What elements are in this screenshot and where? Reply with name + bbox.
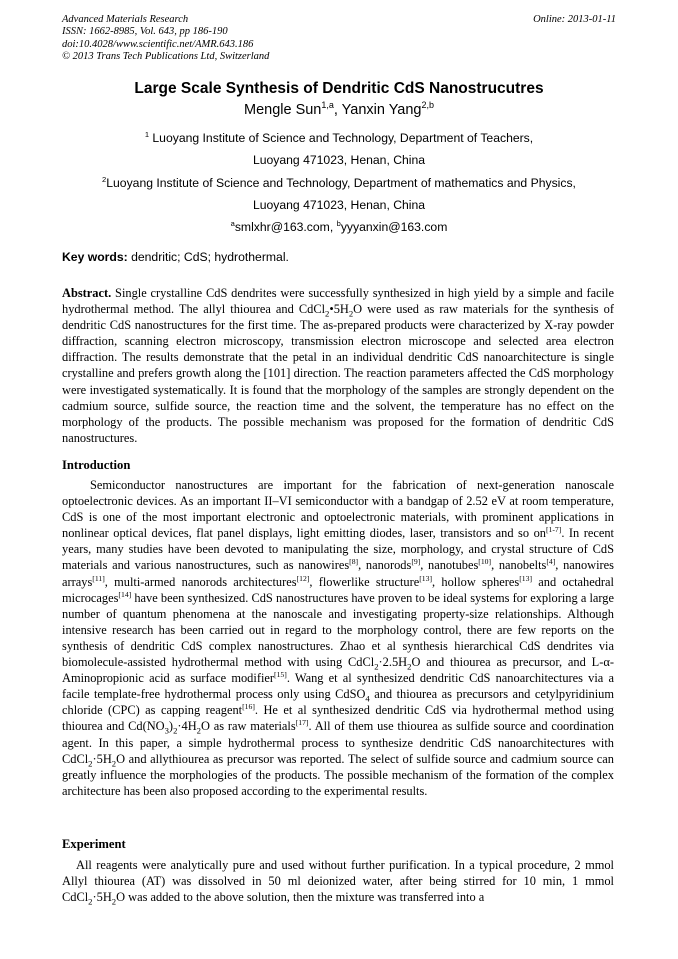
- affiliation-1: [0, 127, 678, 149]
- affiliation-1-address: Luoyang 471023, Henan, China: [252, 153, 426, 168]
- subscript: 2: [88, 896, 93, 907]
- email-mark: a: [230, 219, 235, 229]
- citation: [13]: [519, 573, 533, 583]
- author-affiliation-mark: 1,a: [321, 100, 334, 111]
- subscript: 2: [173, 725, 178, 736]
- copyright-line: © 2013 Trans Tech Publications Ltd, Switzerland: [62, 50, 270, 62]
- citation: [17]: [295, 718, 309, 728]
- subscript: 2: [88, 758, 93, 769]
- affiliation-mark: 2: [102, 174, 107, 184]
- text-run: O was added to the above solution, then the mixture was transferred into a: [116, 890, 485, 905]
- abstract: [62, 285, 614, 446]
- text-run: , multi-armed nanorods architectures: [104, 574, 297, 589]
- author-line: [0, 102, 678, 118]
- text-run: Semiconductor nanostructures are important for the fabrication of next-generation nanoscale optoelectronic devices. As an important II–VI semiconductor with a bandgap of 2.52 eV at room temperature, CdS is one of the most important electronic and optoelectronic materials, with prominent applications in nonlinear optical devices, flat panel displays, light emitting diodes, laser, transistors and so on: [62, 478, 614, 541]
- subscript: 3: [164, 725, 169, 736]
- keywords: [62, 250, 289, 264]
- subscript: 2: [111, 758, 117, 769]
- doi-line: doi:10.4028/www.scientific.net/AMR.643.186: [62, 38, 254, 50]
- text-run: have been synthesized. CdS nanostructures have proven to be ideal systems for exploring a large number of quantum phenomena at the nanoscale and investigating property-size relationships. Although intensive research has been carried out in regard to the morphology control, there are few reports on the synthesis of dendritic CdS complex nanostructures. Zhao et al synthesis hierarchical CdS dendrites via biomolecule-assisted hydrothermal method with using CdCl: [62, 590, 614, 670]
- section-heading-introduction: Introduction: [62, 458, 131, 472]
- text-run: . All of them use thiourea as sulfide source and coordination agent. In this paper, a simple hydrothermal process to synthesize dendritic CdS nanoarchitectures with CdCl: [62, 719, 614, 766]
- paper-title: Large Scale Synthesis of Dendritic CdS Nanostrucutres: [134, 80, 544, 97]
- journal-name: Advanced Materials Research: [62, 14, 189, 25]
- affiliation-mark: 1: [144, 129, 150, 139]
- subscript: 2: [407, 661, 412, 672]
- citation: [16]: [242, 702, 255, 712]
- introduction-paragraph: [62, 477, 614, 799]
- citation: [10]: [478, 557, 492, 567]
- text-run: ): [168, 719, 174, 734]
- author-name: Mengle Sun: [243, 102, 322, 118]
- subscript: 2: [325, 308, 330, 319]
- experiment-paragraph: [62, 857, 614, 905]
- text-run: ·5H: [92, 890, 112, 905]
- text-run: , hollow spheres: [432, 574, 520, 589]
- citation: [12]: [296, 573, 310, 583]
- text-run: O as raw materials: [201, 719, 296, 734]
- email-line: [0, 216, 678, 238]
- keywords-label: Key words:: [62, 250, 128, 264]
- citation: [9]: [411, 557, 421, 567]
- text-run: , nanobelts: [491, 558, 547, 573]
- subscript: 2: [196, 725, 201, 736]
- text-run: and thiourea as precursors and cetylpyridinium chloride (CPC) as capping reagent: [62, 687, 614, 718]
- affiliation-text: Luoyang Institute of Science and Technology, Department of Teachers,: [149, 131, 534, 145]
- section-heading-experiment: Experiment: [62, 837, 126, 851]
- author-separator: ,: [333, 102, 342, 118]
- text-run: . Wang et al synthesized dendritic CdS nanoarchitectures via a facile template-free hydrothermal process only using CdSO: [62, 671, 614, 702]
- text-run: , nanotubes: [420, 558, 479, 573]
- subscript: 4: [365, 693, 370, 704]
- citation: [13]: [419, 573, 433, 583]
- text-run: , nanowires arrays: [62, 558, 614, 589]
- text-run: Single crystalline CdS dendrites were successfully synthesized in high yield by a simple and facile hydrothermal method. The allyl thiourea and CdCl: [62, 286, 614, 317]
- email-address: yyyanxin@163.com: [340, 220, 448, 235]
- issn-line: ISSN: 1662-8985, Vol. 643, pp 186-190: [62, 26, 228, 38]
- text-run: •5H: [329, 302, 349, 317]
- text-run: O and allythiourea as precursor was reported. The select of sulfide source and cadmium source can greatly influence the morphologies of the products. The possible mechanism of the formation of the complex architecture has been also proposed according to the experimental results.: [62, 751, 614, 798]
- citation: [8]: [349, 557, 359, 567]
- affiliation-2-address: Luoyang 471023, Henan, China: [252, 197, 426, 212]
- text-run: O and thiourea as precursor, and L-α-Aminopropionic acid as surface modifier: [62, 655, 614, 686]
- journal-header: [62, 14, 269, 63]
- subscript: 2: [348, 308, 354, 319]
- citation: [11]: [92, 573, 105, 583]
- abstract-label: Abstract.: [62, 286, 112, 300]
- text-run: ·4H: [177, 719, 197, 734]
- affiliation-text: Luoyang Institute of Science and Technology, Department of mathematics and Physics,: [106, 175, 576, 190]
- author-affiliation-mark: 2,b: [421, 100, 434, 111]
- affiliation-2: [0, 172, 678, 194]
- text-run: and octahedral microcages: [62, 574, 614, 605]
- subscript: 2: [374, 661, 379, 672]
- text-run: ·5H: [92, 751, 112, 766]
- text-run: , nanorods: [358, 558, 412, 573]
- citation: [14]: [118, 589, 132, 599]
- text-run: . He et al synthesized dendritic CdS via hydrothermal method using thiourea and Cd(NO: [62, 703, 614, 734]
- text-run: ·2.5H: [378, 655, 408, 670]
- email-mark: b: [336, 219, 341, 229]
- citation: [1-7]: [545, 525, 562, 535]
- citation: [4]: [546, 557, 556, 567]
- text-run: All reagents were analytically pure and used without further purification. In a typical procedure, 2 mmol Allyl thiourea (AT) was dissolved in 50 ml deionized water, after being stirred for 10 min, 1 mmol CdCl: [62, 858, 614, 905]
- affiliations: [0, 127, 678, 238]
- online-date: Online: 2013-01-11: [533, 14, 616, 25]
- text-run: O were used as raw materials for the synthesis of dendritic CdS nanostructures for the first time. The as-prepared products were characterized by X-ray powder diffraction, scanning electron microscopy, transmission electron microscope and selected area electron diffraction. The results demonstrate that the petal in an individual dendritic CdS nanoarchitecture is single crystalline and prefers growth along the [101] direction. The reaction parameters affected the CdS morphology were investigated systematically. It is found that the morphology of the samples are strongly dependent on the cadmium source, sulfide source, the reaction time and the solvent, the temperature has no effect on the morphology of the products. The possible mechanism was proposed for the formation of dendritic CdS nanostructures.: [62, 302, 614, 445]
- text-run: . In recent years, many studies have been devoted to manipulating the size, morphology, and crystal structure of CdS materials and various nanostructures, such as nanowires: [62, 526, 614, 573]
- email-address: smlxhr@163.com,: [234, 220, 337, 235]
- citation: [15]: [274, 670, 287, 679]
- subscript: 2: [111, 896, 117, 907]
- author-name: Yanxin Yang: [341, 102, 422, 118]
- text-run: , flowerlike structure: [309, 574, 420, 589]
- keywords-text: dendritic; CdS; hydrothermal.: [127, 250, 289, 264]
